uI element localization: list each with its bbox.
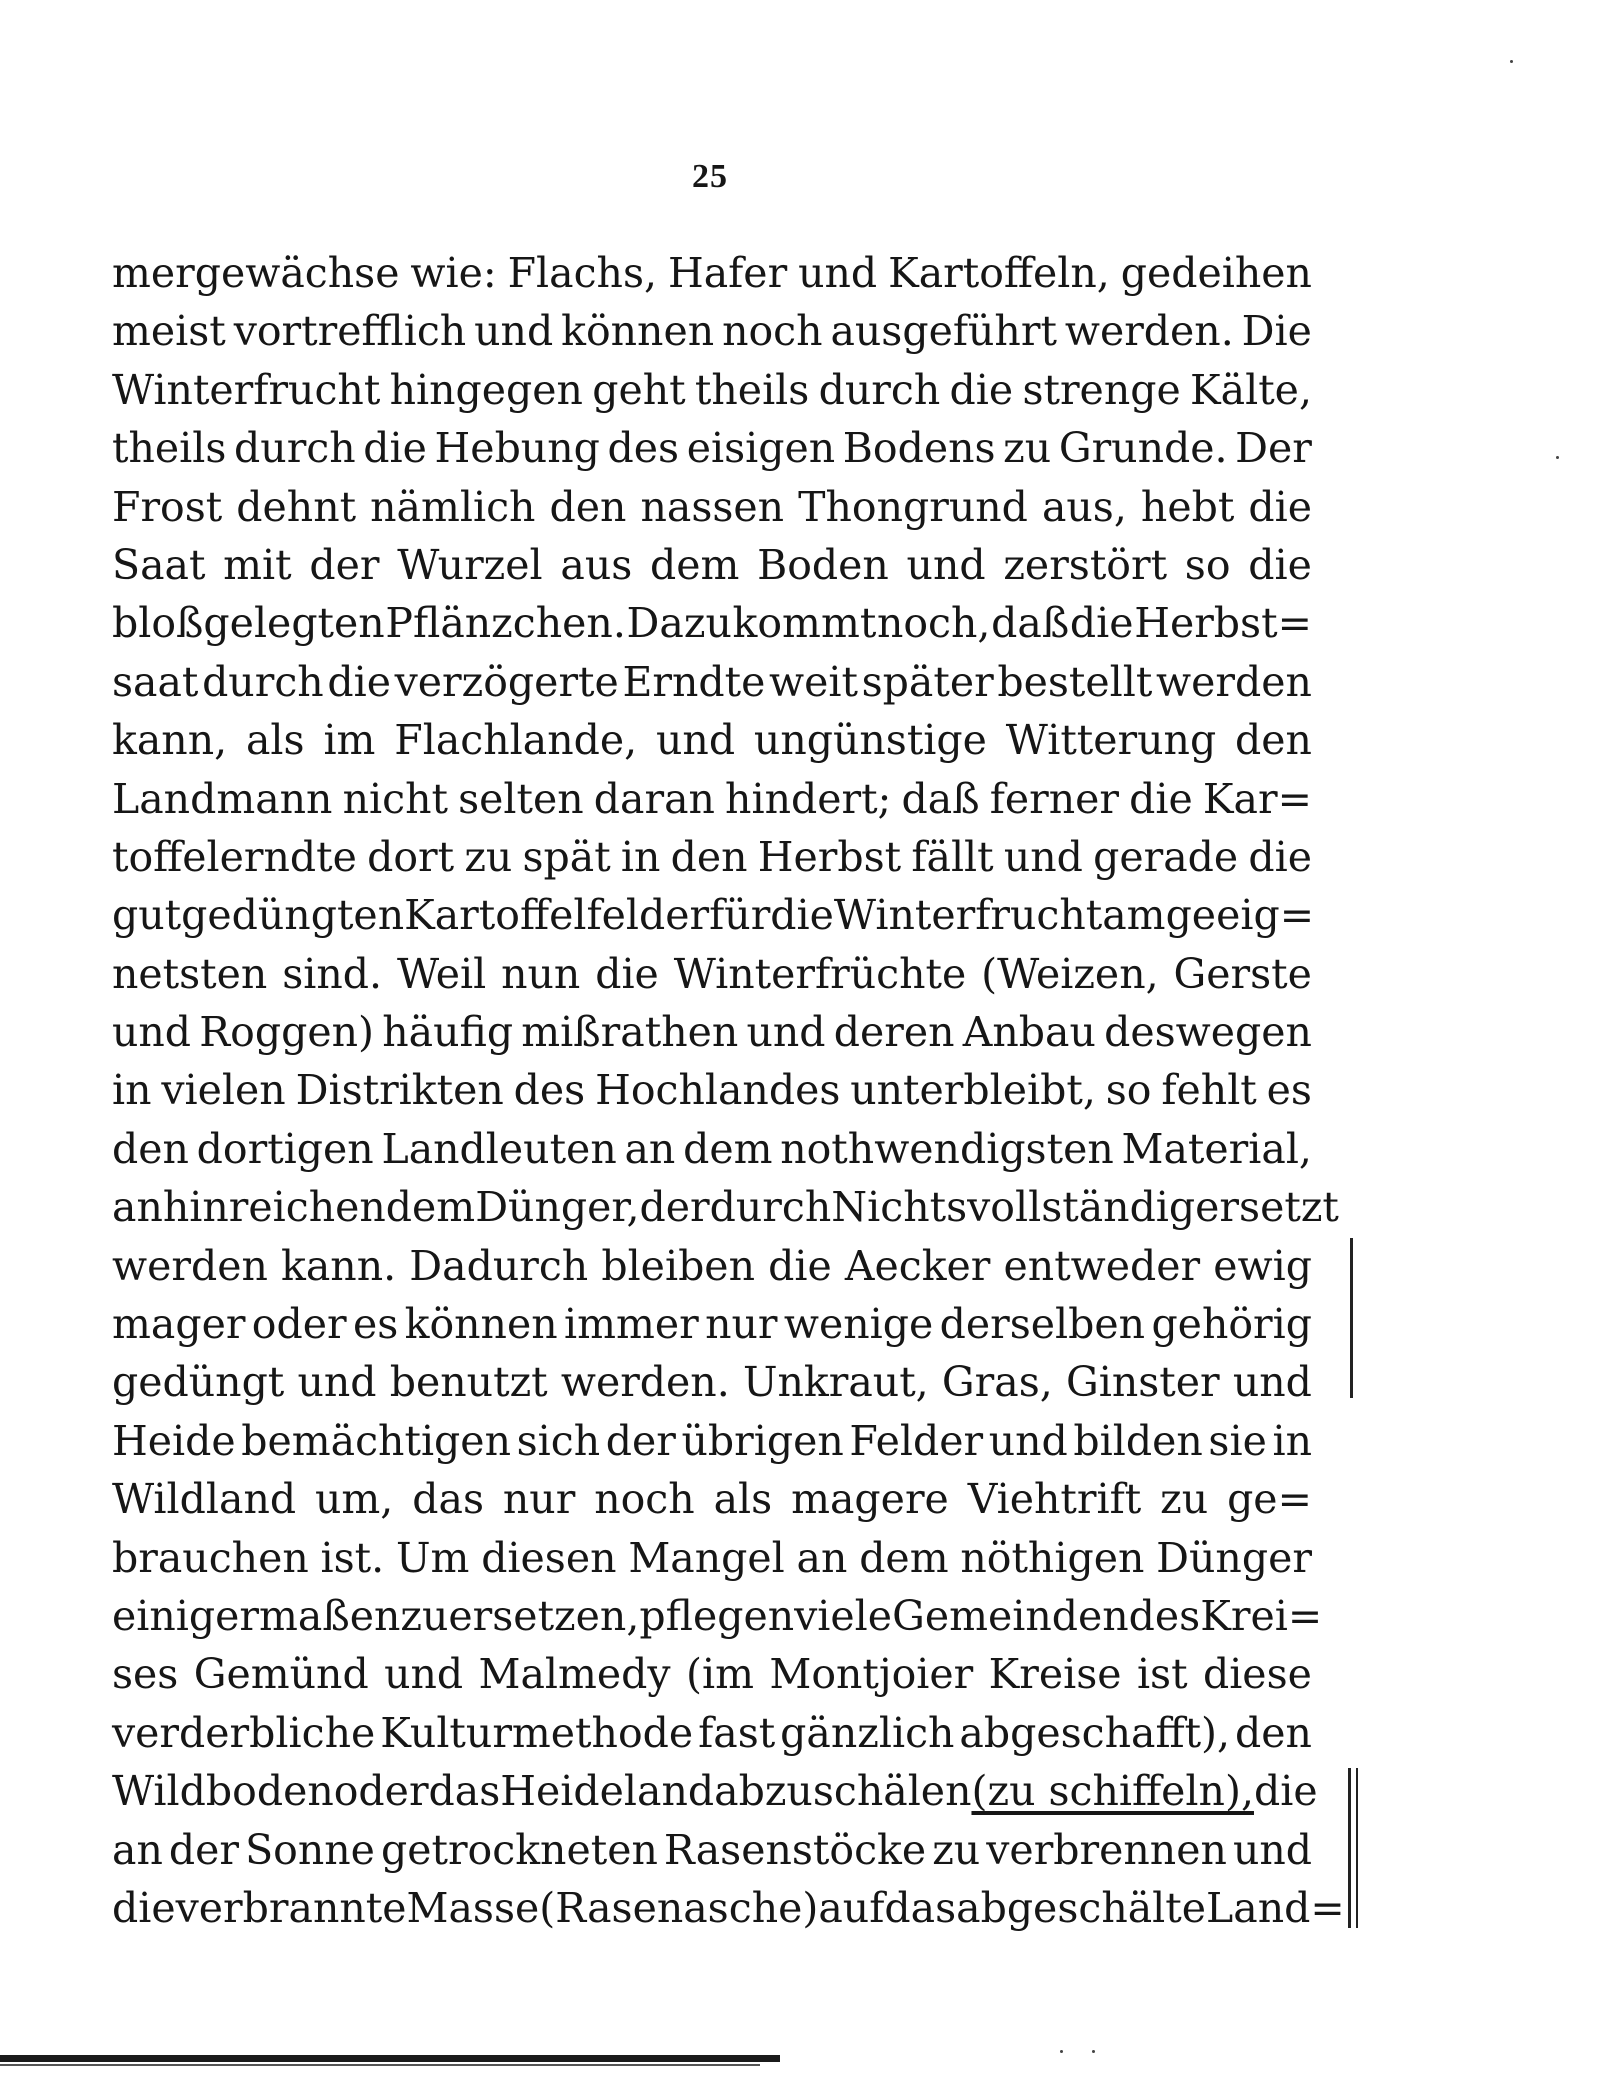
word: Rasenstöcke xyxy=(663,1825,927,1874)
paper-speck xyxy=(1092,2050,1095,2053)
word: die xyxy=(1248,540,1312,589)
word: sind. xyxy=(282,949,383,998)
word: Dünger xyxy=(1156,1533,1312,1582)
text-line xyxy=(112,1237,1312,1295)
word: die xyxy=(595,949,659,998)
word: sie xyxy=(1208,1416,1267,1465)
word: nothwendigsten xyxy=(780,1124,1114,1173)
word: theils xyxy=(112,424,227,473)
margin-mark xyxy=(1350,1238,1353,1398)
word: Landmann xyxy=(112,774,333,823)
word: vielen xyxy=(161,1066,286,1115)
text-line xyxy=(112,1353,1312,1411)
word: die xyxy=(949,365,1014,414)
word: die xyxy=(1129,774,1193,823)
word: Flachlande, xyxy=(394,716,638,765)
word: Winterfrüchte xyxy=(673,949,967,998)
word: brauchen xyxy=(112,1533,309,1582)
word: zerstört xyxy=(1003,540,1168,589)
word: einigermaßen xyxy=(112,1591,401,1640)
text-line xyxy=(112,945,1312,1003)
word: Gemünd xyxy=(193,1650,369,1699)
word: gut xyxy=(112,891,182,940)
word: Kreise xyxy=(988,1650,1122,1699)
word: (zu schiffeln), xyxy=(971,1767,1254,1816)
word: vortrefflich xyxy=(233,307,467,356)
word: Dünger, xyxy=(475,1183,640,1232)
word: die xyxy=(363,424,427,473)
word: werden. xyxy=(1064,307,1234,356)
word: ses xyxy=(112,1650,179,1699)
word: hebt xyxy=(1140,482,1235,531)
word: dem xyxy=(859,1533,949,1582)
word: Material, xyxy=(1121,1124,1312,1173)
word: am xyxy=(1102,891,1166,940)
text-line xyxy=(112,594,1312,652)
text-line xyxy=(112,419,1312,477)
word: die xyxy=(770,891,834,940)
word: unterbleibt, xyxy=(850,1066,1096,1115)
word: Gerste xyxy=(1173,949,1312,998)
word: kann. xyxy=(281,1241,397,1290)
bottom-rule xyxy=(0,2055,780,2062)
word: Wildboden xyxy=(112,1767,334,1816)
word: Dadurch xyxy=(409,1241,589,1290)
text-line xyxy=(112,536,1312,594)
word: Die xyxy=(1241,307,1312,356)
word: selten xyxy=(458,774,584,823)
word: aus xyxy=(560,540,633,589)
word: Pflänzchen. xyxy=(385,599,626,648)
word: dort xyxy=(367,832,455,881)
word: und xyxy=(798,249,878,297)
word: den xyxy=(1235,1708,1312,1757)
word: mißrathen xyxy=(521,1008,739,1057)
word: in xyxy=(620,832,661,881)
word: zu xyxy=(1160,1475,1209,1524)
word: ferner xyxy=(989,774,1120,823)
word: und xyxy=(746,1008,826,1057)
word: Ginster xyxy=(1066,1358,1220,1407)
word: Flachs, xyxy=(507,249,658,297)
word: nicht xyxy=(342,774,448,823)
word: gedüngten xyxy=(181,891,405,940)
word: ge= xyxy=(1227,1475,1312,1524)
word: Herbst xyxy=(757,832,902,881)
word: gehörig xyxy=(1151,1300,1312,1349)
word: bestellt xyxy=(997,657,1153,706)
word: mager xyxy=(112,1300,246,1349)
body-text xyxy=(112,244,1345,1937)
word: durch xyxy=(234,424,356,473)
word: Kulturmethode xyxy=(380,1708,694,1757)
word: Der xyxy=(1235,424,1312,473)
text-line xyxy=(112,653,1312,711)
text-line xyxy=(112,1879,1345,1937)
word: und xyxy=(988,1416,1068,1465)
word: das xyxy=(884,1883,957,1932)
word: Heide xyxy=(112,1416,236,1465)
word: diesen xyxy=(481,1533,617,1582)
word: die xyxy=(1248,832,1312,881)
word: dehnt xyxy=(236,482,357,531)
word: deswegen xyxy=(1104,1008,1312,1057)
word: und xyxy=(656,716,736,765)
word: Malmedy xyxy=(478,1650,671,1699)
word: ewig xyxy=(1213,1241,1312,1290)
word: mit xyxy=(223,540,292,589)
word: durch xyxy=(818,365,941,414)
word: und xyxy=(906,540,986,589)
word: toffelerndte xyxy=(112,832,357,881)
word: ist xyxy=(1136,1650,1188,1699)
word: ist. xyxy=(320,1533,385,1582)
word: nämlich xyxy=(370,482,536,531)
word: so xyxy=(1105,1066,1152,1115)
word: hingegen xyxy=(389,365,583,414)
word: Felder xyxy=(849,1416,984,1465)
text-line xyxy=(112,1821,1312,1879)
word: Wildland xyxy=(112,1475,297,1524)
word: die xyxy=(1069,599,1134,648)
word: der xyxy=(168,1825,240,1874)
word: geeig= xyxy=(1165,891,1315,940)
word: meist xyxy=(112,307,226,356)
word: und xyxy=(1003,832,1083,881)
word: und xyxy=(474,307,554,356)
word: Thongrund xyxy=(798,482,1028,531)
word: Erndte xyxy=(622,657,766,706)
word: so xyxy=(1184,540,1231,589)
word: Dazu xyxy=(626,599,732,648)
word: dem xyxy=(683,1124,773,1173)
margin-mark xyxy=(1348,1768,1351,1928)
word: oder xyxy=(333,1767,429,1816)
text-line xyxy=(112,828,1312,886)
word: verbrennen xyxy=(986,1825,1227,1874)
text-line xyxy=(112,1587,1323,1645)
text-line xyxy=(112,1704,1312,1762)
word: das xyxy=(428,1767,501,1816)
word: Kartoffeln, xyxy=(888,249,1110,297)
word: um, xyxy=(315,1475,394,1524)
word: bleiben xyxy=(601,1241,755,1290)
text-line xyxy=(112,1003,1312,1061)
word: werden. xyxy=(560,1358,730,1407)
word: daß xyxy=(991,599,1070,648)
word: durch xyxy=(709,1183,832,1232)
word: verzögerte xyxy=(394,657,619,706)
text-line xyxy=(112,1529,1312,1587)
word: entweder xyxy=(1003,1241,1201,1290)
word: strenge xyxy=(1022,365,1181,414)
word: Hafer xyxy=(667,249,788,297)
page-number: 25 xyxy=(692,158,728,195)
word: Krei= xyxy=(1200,1591,1323,1640)
word: noch xyxy=(722,307,823,356)
word: (Weizen, xyxy=(981,949,1159,998)
word: nassen xyxy=(640,482,785,531)
word: wenige xyxy=(783,1300,934,1349)
word: oder xyxy=(251,1300,347,1349)
word: Winterfrucht xyxy=(833,891,1103,940)
word: häufig xyxy=(382,1008,514,1057)
word: hindert; xyxy=(725,774,892,823)
word: an xyxy=(112,1183,163,1232)
word: und xyxy=(1232,1358,1312,1407)
word: Aecker xyxy=(844,1241,991,1290)
word: Frost xyxy=(112,482,223,531)
word: Gemeinden xyxy=(892,1591,1129,1640)
word: Montjoier xyxy=(769,1650,974,1699)
word: Bodens xyxy=(842,424,996,473)
word: benutzt xyxy=(389,1358,548,1407)
word: können xyxy=(404,1300,558,1349)
word: netsten xyxy=(112,949,268,998)
paper-speck xyxy=(1510,60,1513,63)
word: ungünstige xyxy=(753,716,987,765)
word: (Rasenasche) xyxy=(539,1883,819,1932)
word: an xyxy=(796,1533,848,1582)
word: gänzlich xyxy=(780,1708,955,1757)
word: durch xyxy=(202,657,324,706)
word: verbrannte xyxy=(175,1883,407,1932)
text-line xyxy=(112,361,1312,419)
word: es xyxy=(1266,1066,1312,1115)
word: Kälte, xyxy=(1190,365,1312,414)
word: und xyxy=(297,1358,377,1407)
word: und xyxy=(112,1008,192,1057)
word: es xyxy=(352,1300,399,1349)
text-line xyxy=(112,1178,1339,1236)
word: der xyxy=(639,1183,710,1232)
word: die xyxy=(327,657,391,706)
word: Kar= xyxy=(1202,774,1312,823)
word: den xyxy=(549,482,627,531)
text-line xyxy=(112,244,1312,302)
text-line xyxy=(112,1120,1312,1178)
word: Saat xyxy=(112,540,206,589)
word: ersetzen, xyxy=(448,1591,640,1640)
word: Hebung xyxy=(434,424,600,473)
text-line xyxy=(112,1412,1312,1470)
word: gedeihen xyxy=(1120,249,1312,297)
word: gedüngt xyxy=(112,1358,285,1407)
word: fast xyxy=(698,1708,776,1757)
word: das xyxy=(412,1475,484,1524)
word: Hochlandes xyxy=(595,1066,841,1115)
word: bilden xyxy=(1073,1416,1203,1465)
word: eisigen xyxy=(686,424,836,473)
word: bloßgelegten xyxy=(112,599,385,648)
word: deren xyxy=(833,1008,955,1057)
text-line xyxy=(112,1295,1312,1353)
word: Boden xyxy=(757,540,889,589)
word: magere xyxy=(791,1475,949,1524)
word: Grunde. xyxy=(1058,424,1228,473)
word: später xyxy=(861,657,994,706)
margin-mark xyxy=(1356,1768,1358,1928)
text-line xyxy=(112,302,1312,360)
word: kommt xyxy=(732,599,877,648)
word: kann, xyxy=(112,716,228,765)
text-line xyxy=(112,886,1315,944)
word: übrigen xyxy=(681,1416,844,1465)
text-line xyxy=(112,478,1312,536)
word: die xyxy=(1253,1767,1318,1816)
word: noch, xyxy=(876,599,991,648)
word: Mangel xyxy=(628,1533,785,1582)
word: Masse xyxy=(406,1883,540,1932)
word: den xyxy=(670,832,748,881)
word: fehlt xyxy=(1161,1066,1257,1115)
word: Wurzel xyxy=(397,540,543,589)
word: des xyxy=(1128,1591,1201,1640)
bottom-rule-thin xyxy=(0,2064,760,2066)
word: derselben xyxy=(939,1300,1146,1349)
word: als xyxy=(245,716,305,765)
word: zu xyxy=(932,1825,981,1874)
word: nur xyxy=(705,1300,778,1349)
word: viele xyxy=(794,1591,893,1640)
word: aus, xyxy=(1041,482,1127,531)
word: wie: xyxy=(410,249,497,297)
word: getrockneten xyxy=(380,1825,658,1874)
word: diese xyxy=(1202,1650,1312,1699)
paper-speck xyxy=(1556,456,1559,459)
word: werden xyxy=(1156,657,1312,706)
word: ausgeführt xyxy=(830,307,1057,356)
word: der xyxy=(605,1416,676,1465)
word: den xyxy=(1235,716,1312,765)
text-line xyxy=(112,1645,1312,1703)
text-line xyxy=(112,711,1312,769)
word: (im xyxy=(685,1650,754,1699)
word: Kartoffelfelder xyxy=(404,891,710,940)
word: zu xyxy=(464,832,513,881)
word: Gras, xyxy=(941,1358,1053,1407)
word: die xyxy=(1248,482,1312,531)
word: Unkraut, xyxy=(742,1358,929,1407)
word: Distrikten xyxy=(295,1066,504,1115)
word: Land= xyxy=(1206,1883,1345,1932)
word: dortigen xyxy=(196,1124,374,1173)
word: die xyxy=(768,1241,832,1290)
word: und xyxy=(1232,1825,1312,1874)
word: pflegen xyxy=(639,1591,795,1640)
word: des xyxy=(607,424,680,473)
word: des xyxy=(513,1066,586,1115)
text-line xyxy=(112,1470,1312,1528)
word: Herbst= xyxy=(1134,599,1312,648)
word: theils xyxy=(694,365,810,414)
word: in xyxy=(1272,1416,1312,1465)
word: bemächtigen xyxy=(241,1416,511,1465)
word: nur xyxy=(502,1475,576,1524)
word: dem xyxy=(649,540,740,589)
word: für xyxy=(709,891,771,940)
word: Witterung xyxy=(1005,716,1217,765)
word: vollständig xyxy=(967,1183,1196,1232)
word: Landleuten xyxy=(381,1124,617,1173)
word: abgeschälte xyxy=(956,1883,1207,1932)
word: mergewächse xyxy=(112,249,400,297)
word: der xyxy=(309,540,380,589)
word: auf xyxy=(818,1883,885,1932)
word: immer xyxy=(564,1300,699,1349)
paper-speck xyxy=(1060,2050,1063,2053)
word: in xyxy=(112,1066,152,1115)
word: fällt xyxy=(911,832,994,881)
word: abgeschafft), xyxy=(959,1708,1231,1757)
word: und xyxy=(384,1650,464,1699)
word: Winterfrucht xyxy=(112,365,381,414)
word: daß xyxy=(901,774,980,823)
word: gerade xyxy=(1093,832,1239,881)
word: werden xyxy=(112,1241,268,1290)
word: noch xyxy=(594,1475,695,1524)
word: sich xyxy=(516,1416,601,1465)
word: hinreichendem xyxy=(162,1183,476,1232)
word: Um xyxy=(395,1533,470,1582)
word: Heideland xyxy=(500,1767,715,1816)
word: Sonne xyxy=(245,1825,375,1874)
word: den xyxy=(112,1124,189,1173)
word: an xyxy=(112,1825,163,1874)
word: im xyxy=(323,716,376,765)
word: an xyxy=(624,1124,676,1173)
word: geht xyxy=(592,365,686,414)
word: können xyxy=(561,307,715,356)
text-line xyxy=(112,1762,1318,1820)
word: daran xyxy=(593,774,715,823)
word: die xyxy=(112,1883,176,1932)
word: Viehtrift xyxy=(967,1475,1142,1524)
word: als xyxy=(713,1475,773,1524)
word: Roggen) xyxy=(199,1008,374,1057)
word: ersetzt xyxy=(1195,1183,1339,1232)
word: Weil xyxy=(396,949,487,998)
word: spät xyxy=(522,832,611,881)
word: zu xyxy=(1003,424,1052,473)
word: verderbliche xyxy=(112,1708,376,1757)
word: Anbau xyxy=(962,1008,1096,1057)
text-line xyxy=(112,1061,1312,1119)
word: nun xyxy=(501,949,581,998)
word: nöthigen xyxy=(960,1533,1145,1582)
word: zu xyxy=(400,1591,449,1640)
word: Nichts xyxy=(831,1183,968,1232)
word: weit xyxy=(769,657,858,706)
word: saat xyxy=(112,657,199,706)
word: abzuschälen xyxy=(714,1767,972,1816)
text-line xyxy=(112,770,1312,828)
